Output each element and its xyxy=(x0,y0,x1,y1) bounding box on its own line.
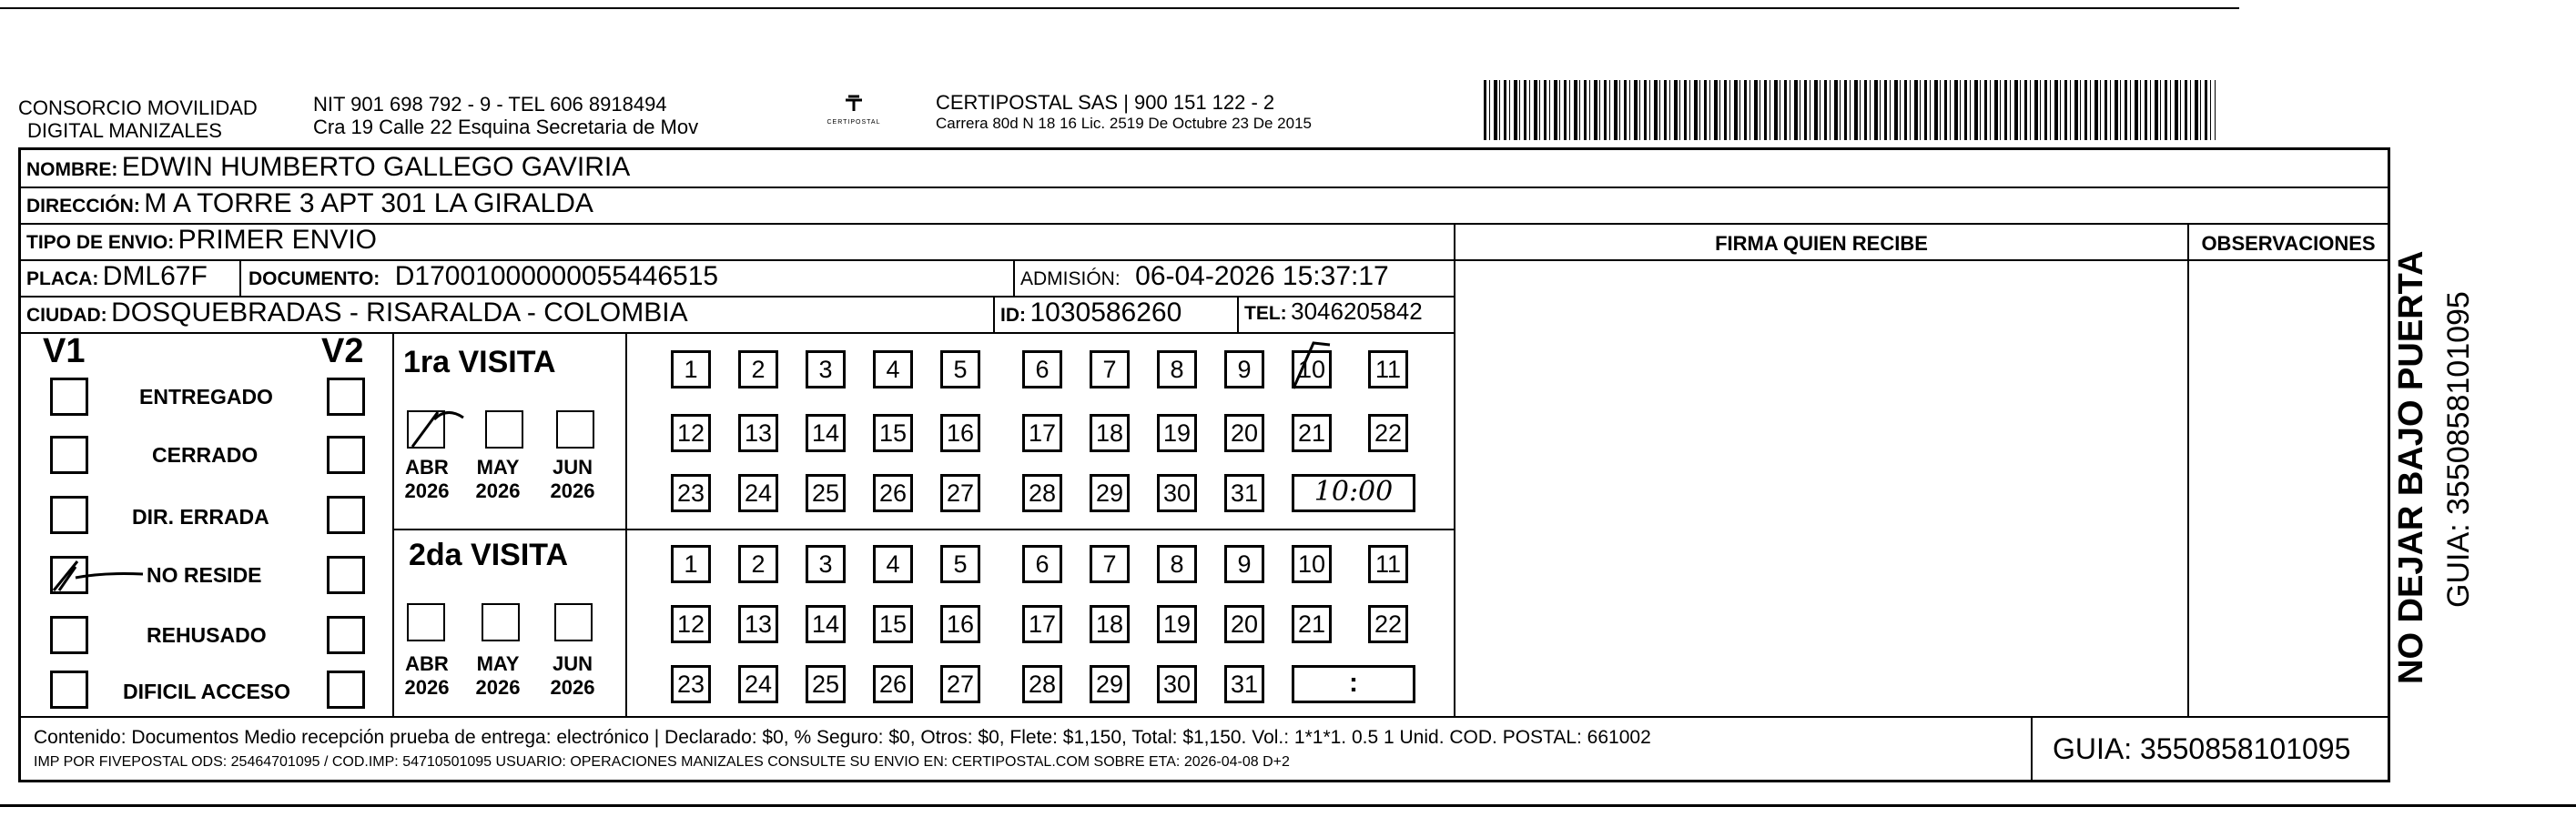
second-visit-day-2[interactable]: 2 xyxy=(738,545,778,583)
second-visit-day-27[interactable]: 27 xyxy=(940,665,980,703)
scan-line-top xyxy=(0,7,2239,9)
footer-content-line: Contenido: Documentos Medio recepción prueba de entrega: electrónico | Declarado: $0, % Seguro: $0, Otros: $0, Flete: $1,150, Total: $1,150. Vol.: 1*1*1. 0.5 1 Unid. COD. POSTAL: 661002 xyxy=(34,727,1651,748)
second-visit-day-29[interactable]: 29 xyxy=(1090,665,1130,703)
first-visit-month-2: JUN 2026 xyxy=(550,456,595,502)
second-visit-day-18[interactable]: 18 xyxy=(1090,605,1130,643)
type-row xyxy=(26,225,377,256)
type-label: TIPO DE ENVIO: xyxy=(26,232,175,253)
second-visit-day-12[interactable]: 12 xyxy=(671,605,711,643)
status-v2-checkbox-3[interactable] xyxy=(327,556,365,594)
admission-value: 06-04-2026 15:37:17 xyxy=(1135,261,1389,291)
delivery-form xyxy=(18,147,2390,782)
first-visit-day-28[interactable]: 28 xyxy=(1022,474,1062,512)
second-visit-time[interactable]: : xyxy=(1292,665,1415,703)
first-visit-day-16[interactable]: 16 xyxy=(940,414,980,452)
document-field xyxy=(248,261,718,292)
name-label: NOMBRE: xyxy=(26,159,118,180)
second-visit-title: 2da VISITA xyxy=(409,538,569,572)
observations-area[interactable] xyxy=(2191,259,2386,714)
first-visit-day-3[interactable]: 3 xyxy=(806,350,846,388)
courier-logo-icon xyxy=(840,95,867,115)
first-visit-day-11[interactable]: 11 xyxy=(1368,350,1408,388)
first-visit-month-0: ABR 2026 xyxy=(404,456,450,502)
first-visit-day-12[interactable]: 12 xyxy=(671,414,711,452)
plate-field xyxy=(26,261,208,292)
status-label-4: REHUSADO xyxy=(147,623,267,647)
second-visit-day-8[interactable]: 8 xyxy=(1157,545,1197,583)
second-visit-month-2: JUN 2026 xyxy=(550,652,595,699)
first-visit-month-box-1[interactable] xyxy=(485,410,523,449)
first-visit-month-box-2[interactable] xyxy=(556,410,594,449)
second-visit-day-30[interactable]: 30 xyxy=(1157,665,1197,703)
company-name xyxy=(18,96,258,142)
first-visit-day-21[interactable]: 21 xyxy=(1292,414,1332,452)
company-line1: CONSORCIO MOVILIDAD xyxy=(18,96,258,119)
status-v1-checkbox-2[interactable] xyxy=(50,496,88,534)
id-value: 1030586260 xyxy=(1029,298,1182,328)
second-visit-day-31[interactable]: 31 xyxy=(1224,665,1264,703)
first-visit-day-30[interactable]: 30 xyxy=(1157,474,1197,512)
first-visit-day-13[interactable]: 13 xyxy=(738,414,778,452)
type-value: PRIMER ENVIO xyxy=(177,225,378,255)
courier-info xyxy=(936,91,1312,134)
first-visit-day-6[interactable]: 6 xyxy=(1022,350,1062,388)
first-visit-month-1: MAY 2026 xyxy=(475,456,521,502)
address-row xyxy=(26,188,593,219)
status-v2-checkbox-5[interactable] xyxy=(327,671,365,709)
second-visit-day-23[interactable]: 23 xyxy=(671,665,711,703)
first-visit-day-27[interactable]: 27 xyxy=(940,474,980,512)
first-visit-day-23[interactable]: 23 xyxy=(671,474,711,512)
side-guia: GUIA: 3550858101095 xyxy=(2441,291,2476,608)
first-visit-day-14[interactable]: 14 xyxy=(806,414,846,452)
status-v2-checkbox-0[interactable] xyxy=(327,378,365,416)
status-v2-checkbox-1[interactable] xyxy=(327,436,365,474)
second-visit-day-11[interactable]: 11 xyxy=(1368,545,1408,583)
second-visit-day-6[interactable]: 6 xyxy=(1022,545,1062,583)
first-visit-day-17[interactable]: 17 xyxy=(1022,414,1062,452)
second-visit-day-21[interactable]: 21 xyxy=(1292,605,1332,643)
second-visit-day-7[interactable]: 7 xyxy=(1090,545,1130,583)
address-value: M A TORRE 3 APT 301 LA GIRALDA xyxy=(144,188,593,218)
tel-field xyxy=(1244,298,1423,326)
first-visit-title: 1ra VISITA xyxy=(403,345,556,379)
footer-print-line: IMP POR FIVEPOSTAL ODS: 25464701095 / COD.IMP: 54710501095 USUARIO: OPERACIONES MANIZALES CONSULTE SU ENVIO EN: CERTIPOSTAL.COM SOBRE ETA: 2026-04-08 D+2 xyxy=(34,754,1290,770)
first-visit-time[interactable]: 10:00 xyxy=(1292,474,1415,512)
admission-field xyxy=(1020,261,1389,292)
status-label-1: CERRADO xyxy=(152,443,259,467)
first-visit-day-22[interactable]: 22 xyxy=(1368,414,1408,452)
first-visit-day-24[interactable]: 24 xyxy=(738,474,778,512)
first-visit-day-5[interactable]: 5 xyxy=(940,350,980,388)
status-v1-checkbox-1[interactable] xyxy=(50,436,88,474)
status-label-2: DIR. ERRADA xyxy=(132,505,269,529)
city-label: CIUDAD: xyxy=(26,305,107,326)
second-visit-month-0: ABR 2026 xyxy=(404,652,450,699)
city-value: DOSQUEBRADAS - RISARALDA - COLOMBIA xyxy=(111,298,688,328)
second-visit-day-14[interactable]: 14 xyxy=(806,605,846,643)
status-v2-checkbox-2[interactable] xyxy=(327,496,365,534)
first-visit-day-8[interactable]: 8 xyxy=(1157,350,1197,388)
id-field xyxy=(1000,298,1182,328)
second-visit-day-19[interactable]: 19 xyxy=(1157,605,1197,643)
footer-guia: GUIA: 3550858101095 xyxy=(2053,732,2351,765)
v1-header: V1 xyxy=(43,332,86,370)
city-field xyxy=(26,298,688,328)
plate-label: PLACA: xyxy=(26,268,99,289)
second-visit-day-17[interactable]: 17 xyxy=(1022,605,1062,643)
second-visit-day-5[interactable]: 5 xyxy=(940,545,980,583)
month-mark-scribble-icon xyxy=(407,403,480,452)
first-visit-day-7[interactable]: 7 xyxy=(1090,350,1130,388)
tel-label: TEL: xyxy=(1244,303,1287,324)
name-row xyxy=(26,152,630,183)
day-mark-scribble-icon xyxy=(1290,338,1335,392)
document-value: D17001000000055446515 xyxy=(394,261,719,291)
id-label: ID: xyxy=(1000,305,1026,326)
first-visit-day-20[interactable]: 20 xyxy=(1224,414,1264,452)
barcode xyxy=(1484,80,2216,140)
second-visit-day-4[interactable]: 4 xyxy=(873,545,913,583)
second-visit-day-15[interactable]: 15 xyxy=(873,605,913,643)
first-visit-day-2[interactable]: 2 xyxy=(738,350,778,388)
courier-line1: CERTIPOSTAL SAS | 900 151 122 - 2 xyxy=(936,91,1275,114)
signature-area[interactable] xyxy=(1457,259,2186,714)
scan-line-bottom xyxy=(0,804,2576,807)
first-visit-day-1[interactable]: 1 xyxy=(671,350,711,388)
first-visit-day-10[interactable]: 10 xyxy=(1292,350,1332,388)
status-label-0: ENTREGADO xyxy=(139,385,273,408)
company-line2: DIGITAL MANIZALES xyxy=(27,119,222,142)
plate-value: DML67F xyxy=(102,261,208,291)
second-visit-day-26[interactable]: 26 xyxy=(873,665,913,703)
courier-logo-text: CERTIPOSTAL xyxy=(827,119,881,126)
second-visit-day-1[interactable]: 1 xyxy=(671,545,711,583)
checkmark-scribble-icon xyxy=(48,554,157,600)
company-address: Cra 19 Calle 22 Esquina Secretaria de Mov xyxy=(313,116,699,138)
side-warning: NO DEJAR BAJO PUERTA xyxy=(2392,250,2430,684)
v2-header: V2 xyxy=(321,332,364,370)
second-visit-day-28[interactable]: 28 xyxy=(1022,665,1062,703)
second-visit-day-22[interactable]: 22 xyxy=(1368,605,1408,643)
nit-line: NIT 901 698 792 - 9 - TEL 606 8918494 xyxy=(313,93,667,116)
first-visit-day-31[interactable]: 31 xyxy=(1224,474,1264,512)
status-v1-checkbox-4[interactable] xyxy=(50,616,88,654)
signature-header: FIRMA QUIEN RECIBE xyxy=(1715,232,1928,255)
name-value: EDWIN HUMBERTO GALLEGO GAVIRIA xyxy=(121,152,631,182)
first-visit-day-4[interactable]: 4 xyxy=(873,350,913,388)
company-contact xyxy=(313,93,698,138)
second-visit-day-13[interactable]: 13 xyxy=(738,605,778,643)
admission-label: ADMISIÓN: xyxy=(1020,268,1121,289)
first-visit-day-15[interactable]: 15 xyxy=(873,414,913,452)
second-visit-day-10[interactable]: 10 xyxy=(1292,545,1332,583)
second-visit-day-24[interactable]: 24 xyxy=(738,665,778,703)
first-visit-day-25[interactable]: 25 xyxy=(806,474,846,512)
status-v1-checkbox-5[interactable] xyxy=(50,671,88,709)
first-visit-day-18[interactable]: 18 xyxy=(1090,414,1130,452)
second-visit-month-box-2[interactable] xyxy=(554,603,593,641)
second-visit-day-20[interactable]: 20 xyxy=(1224,605,1264,643)
status-v2-checkbox-4[interactable] xyxy=(327,616,365,654)
second-visit-month-box-1[interactable] xyxy=(482,603,520,641)
courier-line2: Carrera 80d N 18 16 Lic. 2519 De Octubre 23 De 2015 xyxy=(936,115,1312,132)
second-visit-day-3[interactable]: 3 xyxy=(806,545,846,583)
second-visit-day-9[interactable]: 9 xyxy=(1224,545,1264,583)
second-visit-day-16[interactable]: 16 xyxy=(940,605,980,643)
status-v1-checkbox-0[interactable] xyxy=(50,378,88,416)
observations-header: OBSERVACIONES xyxy=(2201,232,2376,255)
status-label-3: NO RESIDE xyxy=(147,563,262,587)
first-visit-day-19[interactable]: 19 xyxy=(1157,414,1197,452)
second-visit-month-box-0[interactable] xyxy=(407,603,445,641)
first-visit-day-29[interactable]: 29 xyxy=(1090,474,1130,512)
second-visit-day-25[interactable]: 25 xyxy=(806,665,846,703)
tel-value: 3046205842 xyxy=(1291,298,1423,325)
status-label-5: DIFICIL ACCESO xyxy=(123,680,291,703)
second-visit-month-1: MAY 2026 xyxy=(475,652,521,699)
courier-logo xyxy=(808,95,899,126)
first-visit-day-9[interactable]: 9 xyxy=(1224,350,1264,388)
document-label: DOCUMENTO: xyxy=(248,268,380,289)
first-visit-day-26[interactable]: 26 xyxy=(873,474,913,512)
address-label: DIRECCIÓN: xyxy=(26,196,140,217)
